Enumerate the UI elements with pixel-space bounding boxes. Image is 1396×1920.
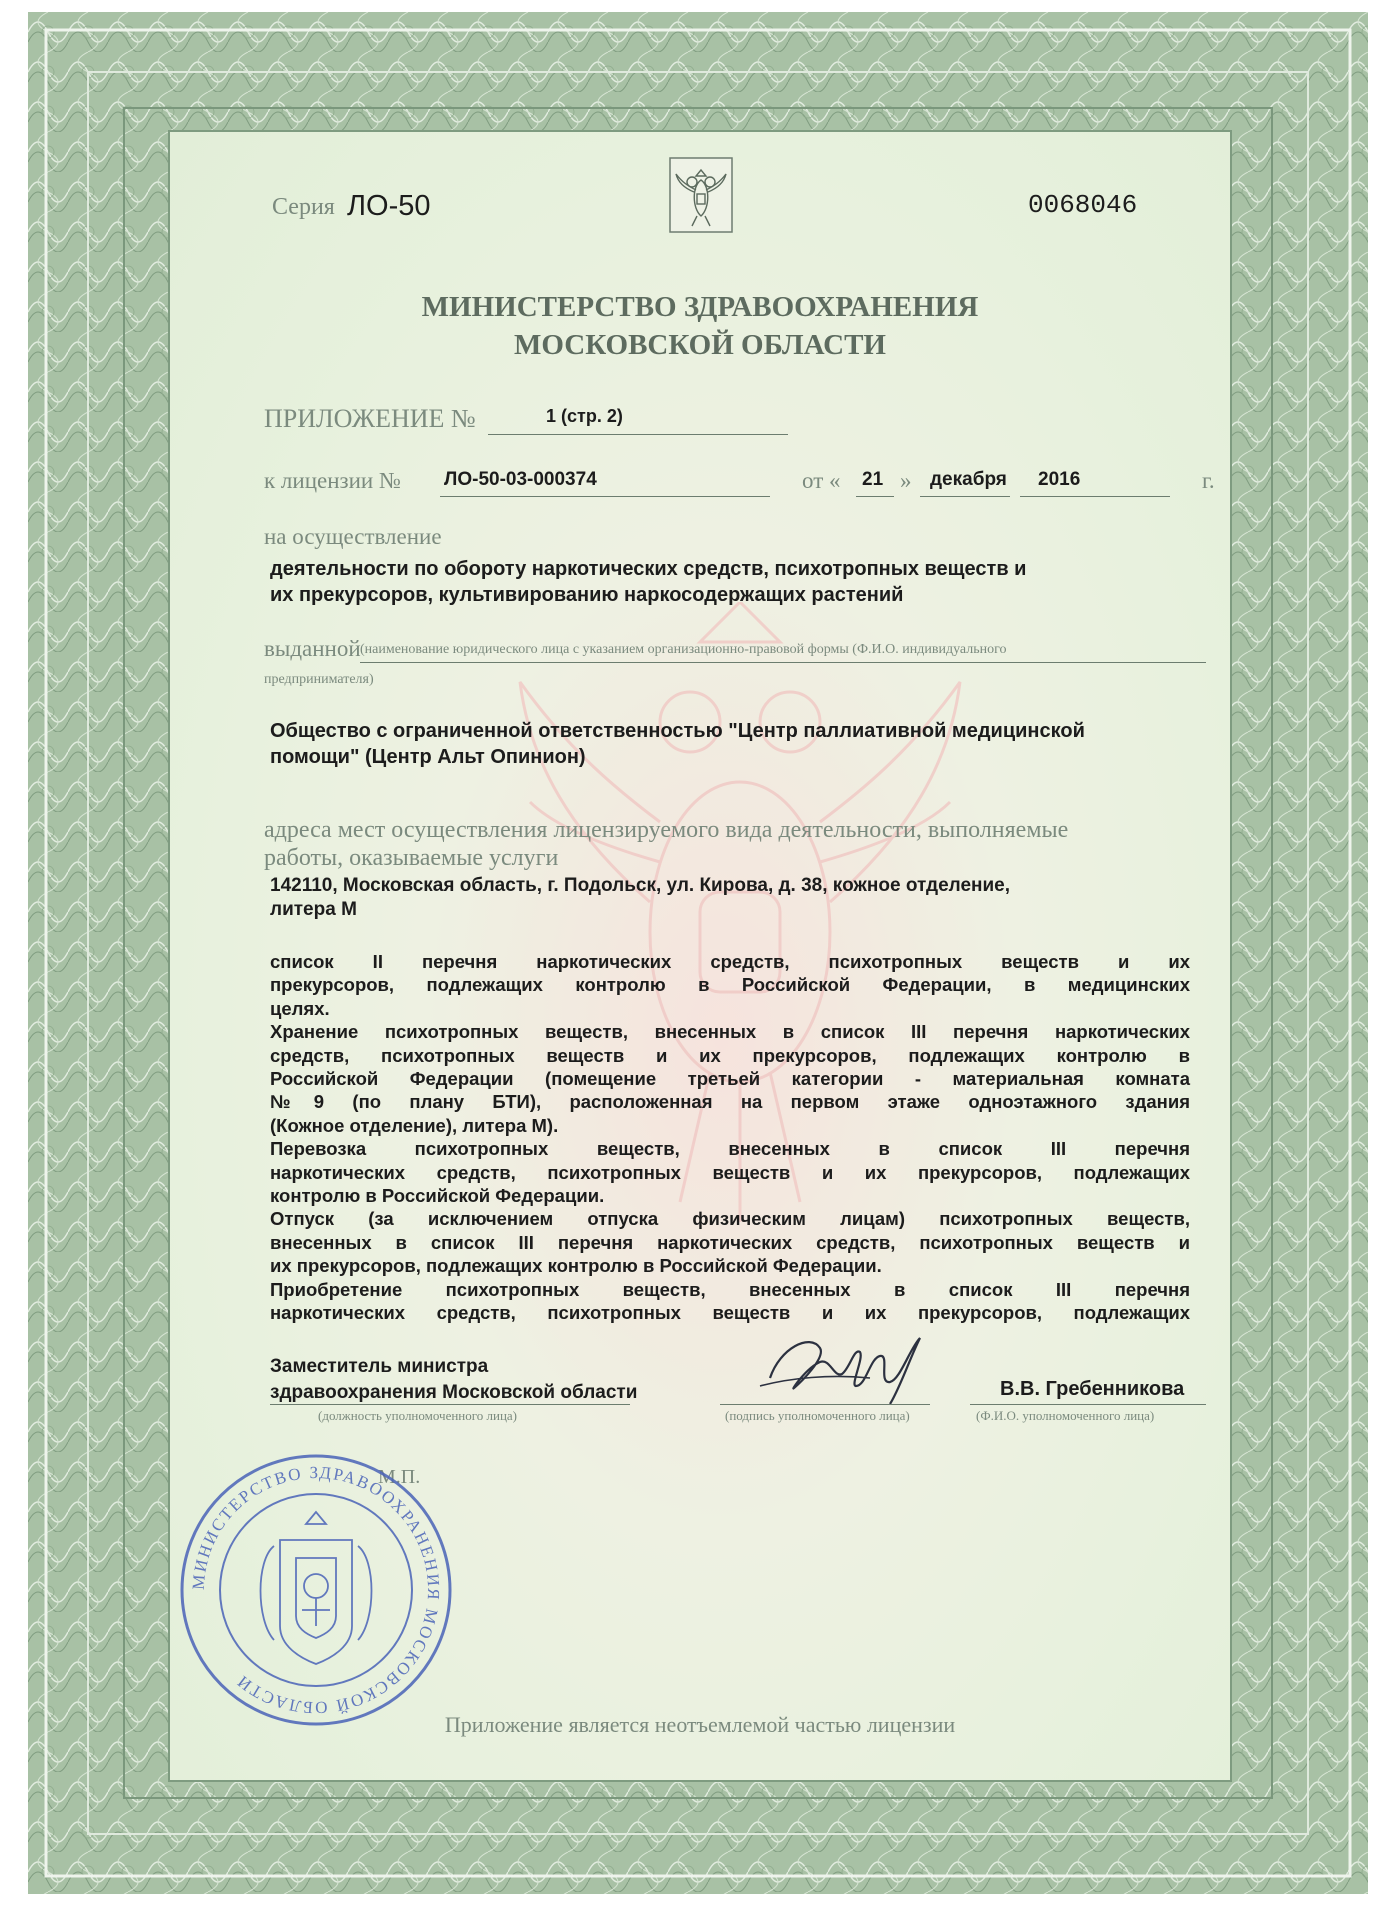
footer-note: Приложение является неотъемлемой частью лицензии	[444, 1712, 956, 1737]
issued-hint-line2: предпринимателя)	[264, 672, 374, 687]
details-line: список II перечня наркотических средств, психотропных веществ и их	[270, 951, 1190, 972]
details-line: Приобретение психотропных веществ, внесенных в список III перечня	[270, 1278, 1190, 1300]
details-line: наркотических средств, психотропных веществ и их прекурсоров, подлежащих	[270, 1161, 1190, 1183]
details-line: внесенных в список III перечня наркотических средств, психотропных веществ и	[270, 1231, 1190, 1253]
ministry-title	[170, 288, 1230, 364]
license-sheet	[28, 12, 1368, 1894]
issued-underline	[360, 662, 1206, 663]
details-line: наркотических средств, психотропных веществ и их прекурсоров, подлежащих	[270, 1302, 1190, 1324]
date-day: 21	[862, 469, 884, 490]
ministry-title-line1: МИНИСТЕРСТВО ЗДРАВООХРАНЕНИЯ	[421, 291, 979, 323]
addresses-label-line1: адреса мест осуществления лицензируемого вида деятельности, выполняемые	[264, 817, 1069, 843]
activity-text-line2: их прекурсоров, культивированию наркосодержащих растений	[270, 584, 904, 606]
appendix-underline	[488, 434, 788, 435]
activity-text	[270, 556, 1220, 608]
svg-text:МИНИСТЕРСТВО ЗДРАВООХРАНЕНИЯ М	[189, 1463, 443, 1717]
position-underline	[270, 1404, 630, 1405]
date-month-underline	[920, 496, 1010, 497]
appendix-label: ПРИЛОЖЕНИЕ №	[264, 404, 476, 433]
date-year-suffix: г.	[1202, 468, 1215, 493]
details-line: прекурсоров, подлежащих контролю в Российской Федерации, в медицинских	[270, 974, 1190, 996]
date-day-underline	[856, 496, 894, 497]
stamp-ring-text: МИНИСТЕРСТВО ЗДРАВООХРАНЕНИЯ МОСКОВСКОЙ ОБЛАСТИ	[188, 1462, 444, 1718]
signatory-name: В.В. Гребенникова	[1000, 1378, 1185, 1400]
details-line: контролю в Российской Федерации.	[270, 1185, 605, 1207]
issued-hint-line1: (наименование юридического лица с указанием организационно-правовой формы (Ф.И.О. индивидуального	[360, 642, 1007, 657]
organization-name	[270, 718, 1220, 770]
address-text	[270, 874, 1220, 922]
details-line: Отпуск (за исключением отпуска физическим лицам) психотропных веществ,	[270, 1208, 1190, 1230]
address-line2: литера М	[270, 899, 357, 920]
license-ref-underline	[440, 496, 770, 497]
name-hint: (Ф.И.О. уполномоченного лица)	[976, 1408, 1155, 1423]
addresses-label-line2: работы, оказываемые услуги	[264, 845, 559, 871]
activity-label: на осуществление	[264, 524, 442, 549]
activity-details	[270, 950, 1190, 1325]
date-month: декабря	[930, 469, 1007, 490]
coat-of-arms-icon	[668, 156, 734, 234]
details-line: средств, психотропных веществ и их прекурсоров, подлежащих контролю в	[270, 1044, 1190, 1066]
date-year-underline	[1020, 496, 1170, 497]
address-line1: 142110, Московская область, г. Подольск, ул. Кирова, д. 38, кожное отделение,	[270, 875, 1011, 896]
license-ref-number: ЛО-50-03-000374	[444, 469, 597, 490]
date-from-label: от «	[802, 468, 841, 493]
appendix-number: 1 (стр. 2)	[546, 406, 623, 426]
date-year: 2016	[1038, 469, 1081, 490]
details-line: (Кожное отделение), литера М).	[270, 1114, 559, 1136]
license-ref-label: к лицензии №	[264, 468, 401, 493]
license-form-number: 0068046	[1028, 190, 1138, 220]
signature-hint: (подпись уполномоченного лица)	[725, 1408, 910, 1423]
official-stamp	[176, 1450, 456, 1730]
issued-label: выданной	[264, 636, 361, 661]
ministry-title-line2: МОСКОВСКОЙ ОБЛАСТИ	[513, 329, 886, 361]
signatory-position-line2: здравоохранения Московской области	[270, 1382, 638, 1403]
name-underline	[970, 1404, 1206, 1405]
seal-place-label: М.П.	[378, 1466, 421, 1488]
details-line: целях.	[270, 997, 330, 1019]
organization-name-line1: Общество с ограниченной ответственностью "Центр паллиативной медицинской	[270, 720, 1085, 742]
date-close-quote: »	[900, 468, 912, 493]
details-line: Перевозка психотропных веществ, внесенных в список III перечня	[270, 1138, 1190, 1160]
activity-text-line1: деятельности по обороту наркотических средств, психотропных веществ и	[270, 558, 1027, 580]
signature-underline	[720, 1404, 930, 1405]
series-value: ЛО-50	[347, 190, 431, 222]
addresses-label	[264, 816, 1214, 872]
details-line: их прекурсоров, подлежащих контролю в Российской Федерации.	[270, 1255, 882, 1277]
document-field	[168, 130, 1232, 1782]
signatory-position	[270, 1354, 637, 1406]
details-line: Хранение психотропных веществ, внесенных в список III перечня наркотических	[270, 1021, 1190, 1043]
handwritten-signature	[750, 1328, 940, 1408]
signatory-position-line1: Заместитель министра	[270, 1356, 489, 1377]
details-line: Российской Федерации (помещение третьей категории - материальная комната	[270, 1068, 1190, 1090]
position-hint: (должность уполномоченного лица)	[318, 1408, 518, 1423]
series-label: Серия	[272, 194, 335, 220]
organization-name-line2: помощи" (Центр Альт Опинион)	[270, 746, 586, 768]
details-line: №9 (по плану БТИ), расположенная на первом этаже одноэтажного здания	[270, 1091, 1190, 1113]
